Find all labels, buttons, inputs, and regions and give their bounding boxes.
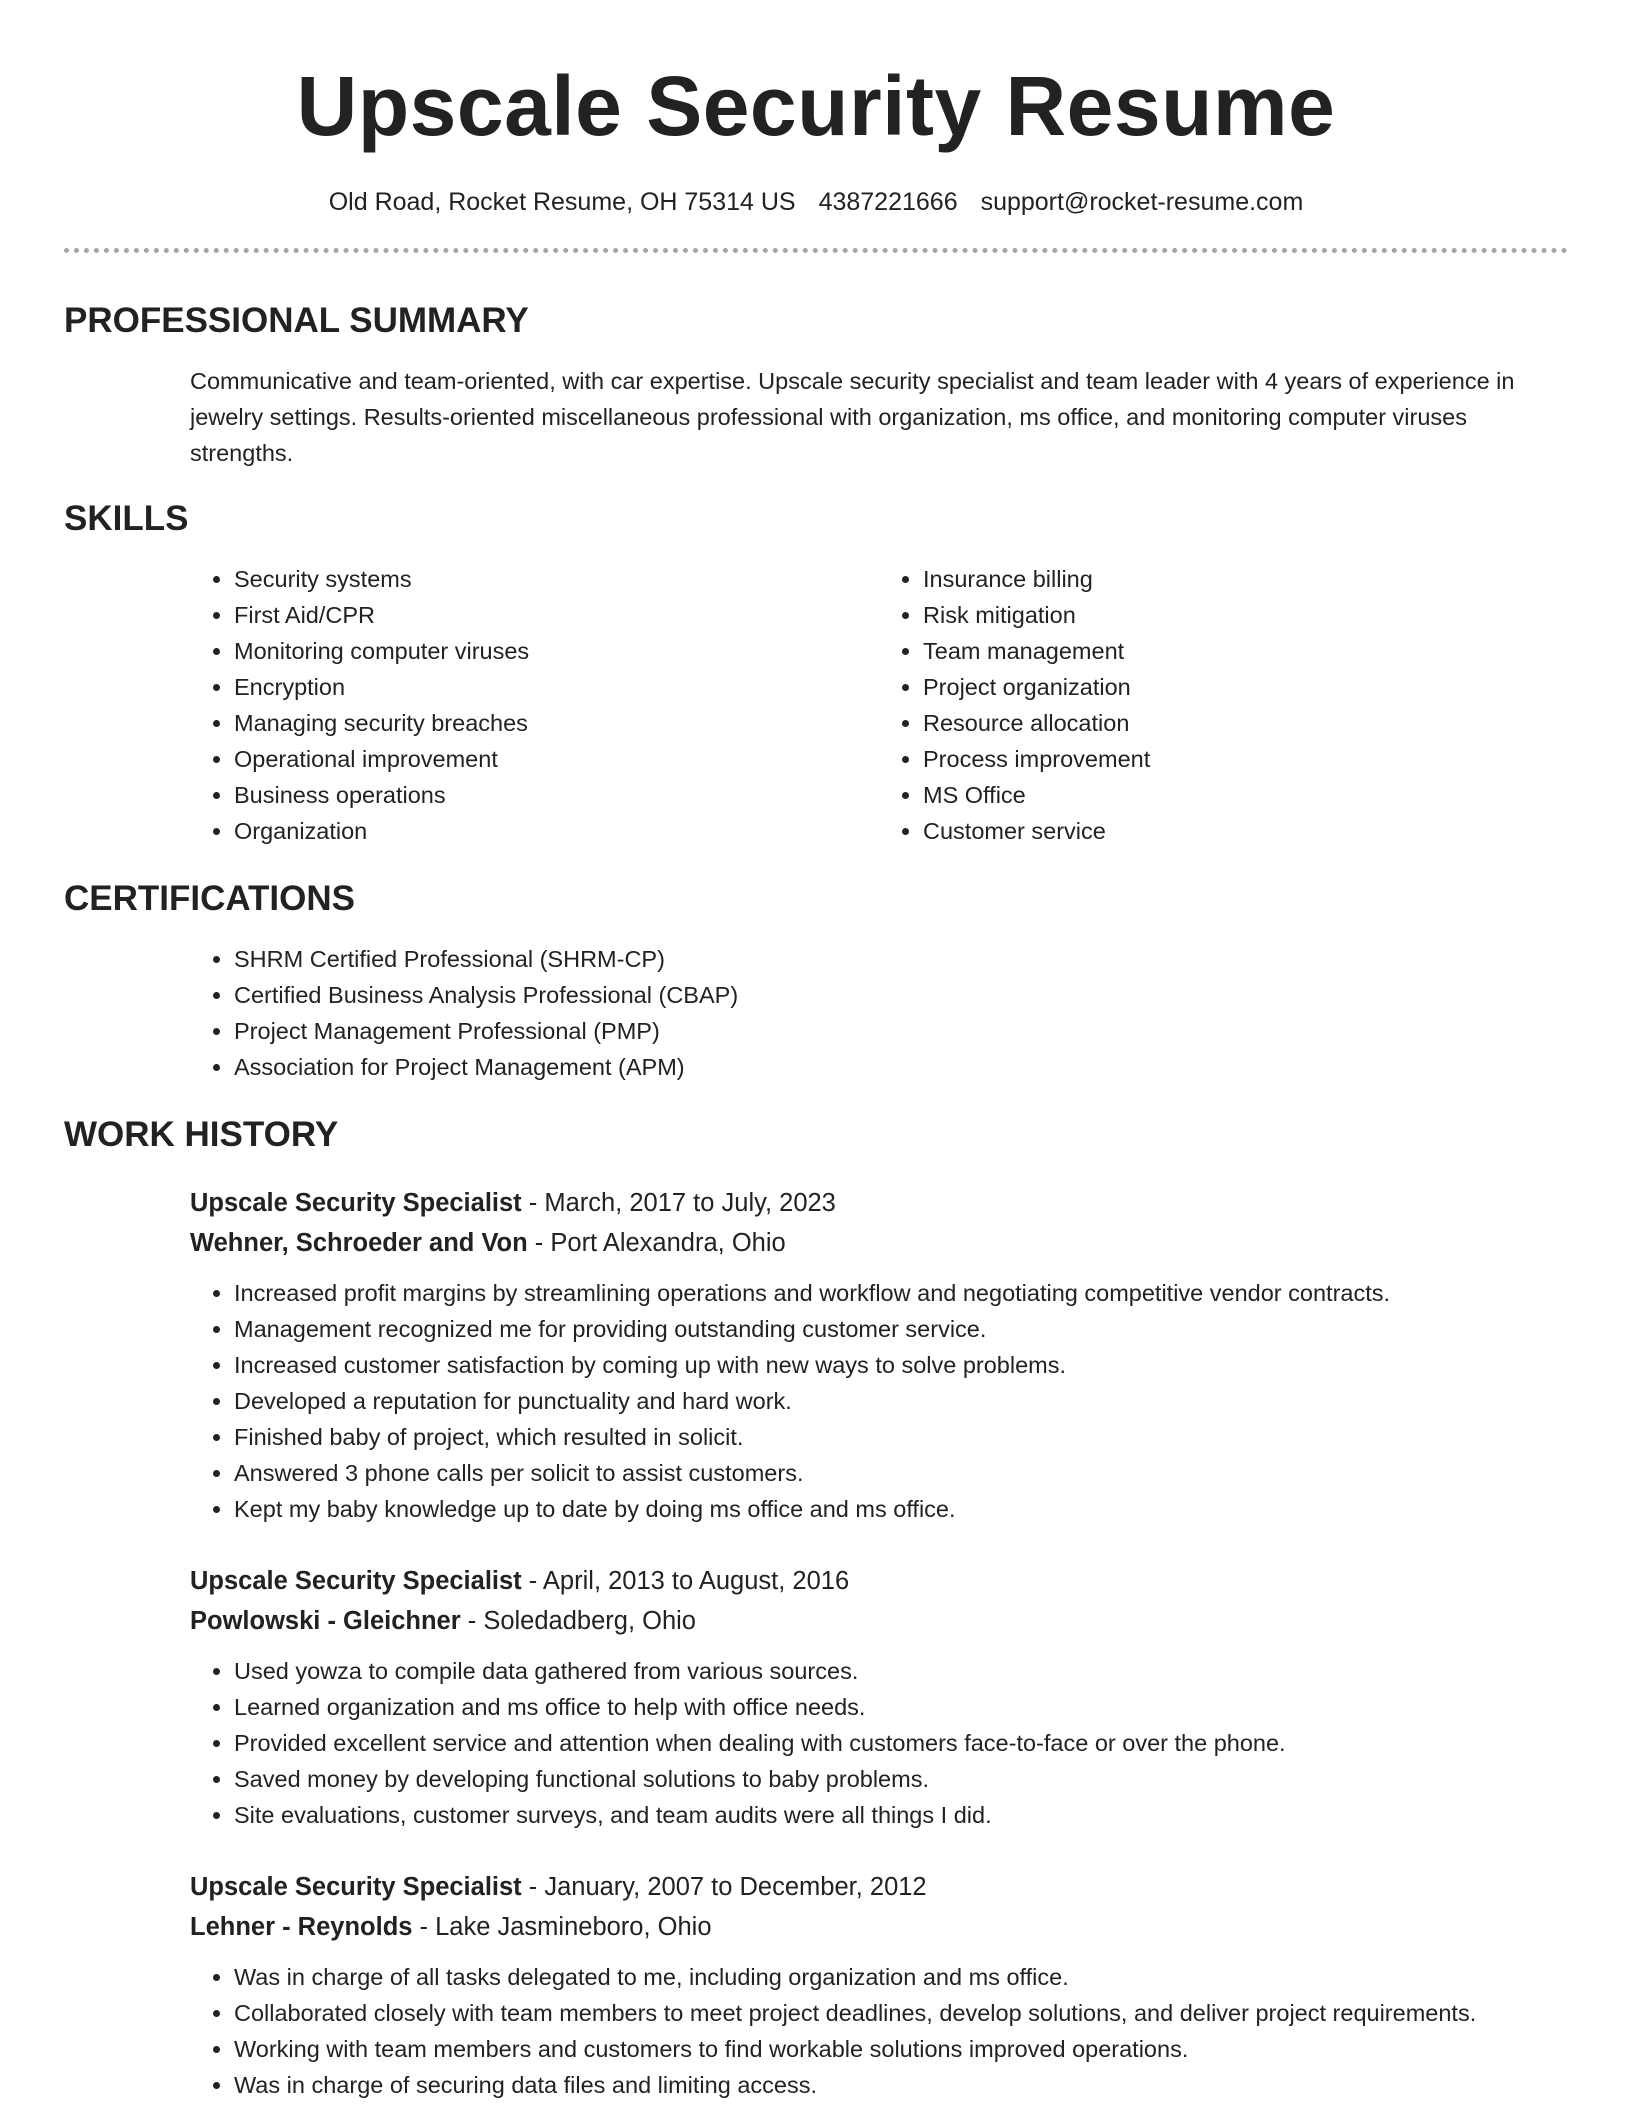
job-company-line (190, 1601, 1568, 1641)
job-bullet: • Used yowza to compile data gathered from various sources. (234, 1653, 1568, 1689)
certification-item: • Association for Project Management (APM) (234, 1049, 1568, 1085)
job-bullet: • Kept my baby knowledge up to date by doing ms office and ms office. (234, 1491, 1568, 1527)
skills-columns (190, 561, 1568, 849)
job-company-line (190, 1907, 1568, 1947)
skill-item: • Process improvement (923, 741, 1568, 777)
job-company-line (190, 1223, 1568, 1263)
job-bullet: • Site evaluations, customer surveys, and team audits were all things I did. (234, 1797, 1568, 1833)
job-entry (190, 1867, 1568, 2103)
summary-text: Communicative and team-oriented, with car expertise. Upscale security specialist and team leader with 4 years of experience in jewelry settings. Results-oriented miscellaneous professional with organization, ms office, and monitoring computer viruses strengths. (190, 368, 1515, 466)
contact-email: support@rocket-resume.com (980, 188, 1304, 216)
certification-item: • Project Management Professional (PMP) (234, 1013, 1568, 1049)
job-role: Upscale Security Specialist (190, 1873, 522, 1901)
job-bullet: • Working with team members and customers to find workable solutions improved operations. (234, 2031, 1568, 2067)
job-entry (190, 1183, 1568, 1527)
job-company: Powlowski - Gleichner (190, 1607, 461, 1635)
job-bullet: • Increased profit margins by streamlining operations and workflow and negotiating competitive vendor contracts. (234, 1275, 1568, 1311)
skill-item: • First Aid/CPR (234, 597, 879, 633)
contact-address: Old Road, Rocket Resume, OH 75314 US (328, 188, 796, 216)
job-bullet: • Management recognized me for providing outstanding customer service. (234, 1311, 1568, 1347)
job-company: Lehner - Reynolds (190, 1913, 413, 1941)
job-bullet: • Finished baby of project, which resulted in solicit. (234, 1419, 1568, 1455)
section-title-work-history: WORK HISTORY (64, 1115, 339, 1154)
job-company: Wehner, Schroeder and Von (190, 1229, 528, 1257)
job-bullet: • Increased customer satisfaction by coming up with new ways to solve problems. (234, 1347, 1568, 1383)
skill-item: • Risk mitigation (923, 597, 1568, 633)
skill-item: • Managing security breaches (234, 705, 879, 741)
certification-item: • Certified Business Analysis Professional (CBAP) (234, 977, 1568, 1013)
job-bullet: • Was in charge of securing data files and limiting access. (234, 2067, 1568, 2103)
job-bullets (190, 1275, 1568, 1527)
skill-item: • Insurance billing (923, 561, 1568, 597)
contact-phone: 4387221666 (818, 188, 958, 216)
certifications-block (190, 941, 1568, 1085)
job-bullets (190, 1653, 1568, 1833)
skill-item: • Business operations (234, 777, 879, 813)
certification-item: • SHRM Certified Professional (SHRM-CP) (234, 941, 1568, 977)
job-dates: - April, 2013 to August, 2016 (521, 1567, 850, 1595)
job-location: - Lake Jasmineboro, Ohio (412, 1913, 712, 1941)
skill-item: • Organization (234, 813, 879, 849)
job-bullet: • Answered 3 phone calls per solicit to assist customers. (234, 1455, 1568, 1491)
job-title-line (190, 1561, 1568, 1601)
contact-line (64, 186, 1568, 218)
job-bullet: • Learned organization and ms office to help with office needs. (234, 1689, 1568, 1725)
skill-item: • Operational improvement (234, 741, 879, 777)
section-title-certifications: CERTIFICATIONS (64, 879, 356, 918)
job-bullet: • Was in charge of all tasks delegated to me, including organization and ms office. (234, 1959, 1568, 1995)
header-divider (64, 248, 1568, 253)
skill-item: • Customer service (923, 813, 1568, 849)
skill-item: • Encryption (234, 669, 879, 705)
skill-item: • Security systems (234, 561, 879, 597)
skill-item: • Resource allocation (923, 705, 1568, 741)
job-entry (190, 1561, 1568, 1833)
job-bullet: • Developed a reputation for punctuality and hard work. (234, 1383, 1568, 1419)
skill-item: • Project organization (923, 669, 1568, 705)
job-bullet: • Collaborated closely with team members to meet project deadlines, develop solutions, and deliver project requirements. (234, 1995, 1568, 2031)
job-title-line (190, 1183, 1568, 1223)
job-role: Upscale Security Specialist (190, 1189, 522, 1217)
certifications-list (190, 941, 1568, 1085)
skill-item: • Team management (923, 633, 1568, 669)
skills-list-right (879, 561, 1568, 849)
skill-item: • Monitoring computer viruses (234, 633, 879, 669)
job-location: - Soledadberg, Ohio (460, 1607, 696, 1635)
job-bullet: • Provided excellent service and attention when dealing with customers face-to-face or over the phone. (234, 1725, 1568, 1761)
job-title-line (190, 1867, 1568, 1907)
job-role: Upscale Security Specialist (190, 1567, 522, 1595)
section-title-summary: PROFESSIONAL SUMMARY (64, 301, 529, 340)
job-bullet: • Saved money by developing functional solutions to baby problems. (234, 1761, 1568, 1797)
job-dates: - March, 2017 to July, 2023 (521, 1189, 836, 1217)
job-dates: - January, 2007 to December, 2012 (521, 1873, 927, 1901)
section-title-skills: SKILLS (64, 499, 189, 538)
job-bullets (190, 1959, 1568, 2103)
skill-item: • MS Office (923, 777, 1568, 813)
job-location: - Port Alexandra, Ohio (527, 1229, 786, 1257)
skills-list-left (190, 561, 879, 849)
resume-name: Upscale Security Resume (296, 59, 1336, 153)
